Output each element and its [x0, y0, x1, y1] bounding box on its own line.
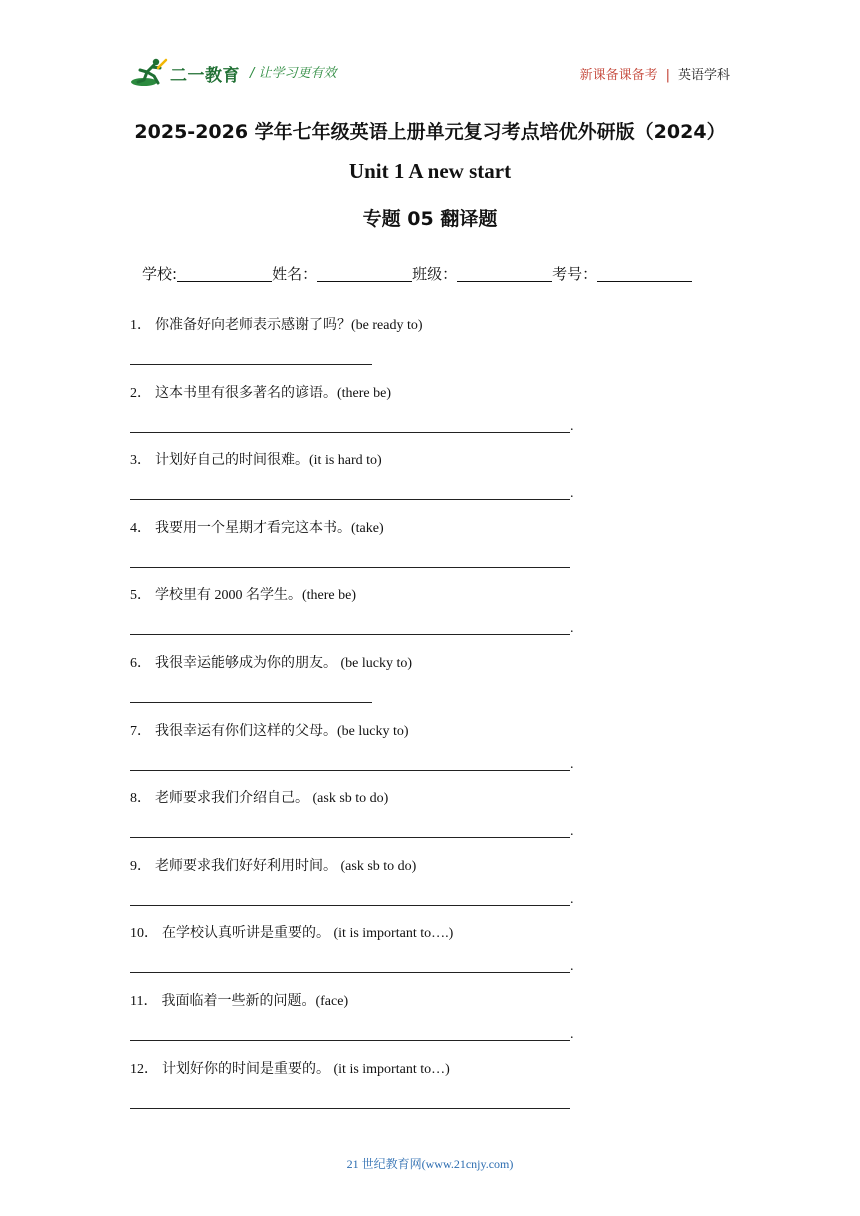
question-prompt: [130, 990, 348, 1010]
question-item: [130, 922, 730, 990]
question-prompt: [130, 517, 384, 537]
header-right: [580, 64, 730, 83]
answer-blank[interactable]: [130, 756, 570, 771]
question-number: 3．: [130, 453, 151, 469]
logo: [130, 56, 240, 88]
question-prompt: [130, 787, 388, 807]
topic-title: 专题 05 翻译题: [362, 208, 498, 230]
question-text: 老师要求我们好好利用时间。 (ask sb to do): [155, 858, 417, 874]
class-blank[interactable]: [457, 265, 552, 282]
header-separator: |: [665, 68, 670, 83]
question-item: [130, 990, 730, 1058]
answer-blank[interactable]: [130, 620, 570, 635]
runner-logo-icon: [130, 56, 170, 88]
question-item: [130, 382, 730, 450]
question-item: [130, 517, 730, 585]
question-text: 我很幸运能够成为你的朋友。 (be lucky to): [155, 655, 413, 671]
question-text: 你准备好向老师表示感谢了吗？(be ready to): [155, 318, 423, 333]
question-text: 计划好你的时间是重要的。 (it is important to…): [162, 1061, 450, 1077]
name-label: 姓名：: [272, 265, 318, 283]
question-item: [130, 787, 730, 855]
question-item: [130, 584, 730, 652]
answer-period: .: [570, 891, 574, 907]
header-subject: 英语学科: [677, 68, 730, 83]
answer-period: .: [570, 486, 574, 502]
exam-number-label: 考号：: [552, 265, 598, 283]
answer-period: .: [570, 824, 574, 840]
question-item: [130, 449, 730, 517]
question-item: [130, 1058, 730, 1126]
answer-period: .: [570, 756, 574, 772]
logo-text: 二一教育: [170, 66, 240, 85]
question-text: 我要用一个星期才看完这本书。(take): [155, 520, 384, 536]
question-prompt: [130, 382, 391, 402]
class-label: 班级：: [412, 265, 458, 283]
question-prompt: [130, 1058, 450, 1078]
question-prompt: [130, 922, 453, 942]
answer-blank[interactable]: [130, 1026, 570, 1041]
question-prompt: [130, 314, 423, 334]
question-prompt: [130, 584, 356, 604]
question-item: [130, 855, 730, 923]
page-header: [130, 56, 730, 90]
question-number: 9．: [130, 858, 151, 874]
question-text: 我面临着一些新的问题。(face): [161, 993, 349, 1009]
question-text: 学校里有 2000 名学生。(there be): [155, 588, 357, 604]
question-text: 这本书里有很多著名的谚语。(there be): [155, 385, 392, 401]
question-item: [130, 652, 730, 720]
answer-period: .: [570, 418, 574, 434]
question-number: 6．: [130, 655, 151, 671]
exam-number-blank[interactable]: [597, 265, 692, 282]
student-info-line: [142, 263, 692, 284]
question-number: 4．: [130, 520, 151, 536]
question-item: [130, 720, 730, 788]
question-number: 1．: [130, 318, 151, 333]
question-text: 我很幸运有你们这样的父母。(be lucky to): [155, 723, 409, 739]
header-tagline: 新课备课备考: [579, 68, 658, 83]
question-prompt: [130, 449, 382, 469]
page-footer: 21 世纪教育网(www.21cnjy.com): [346, 1157, 514, 1171]
question-number: 10．: [130, 926, 158, 942]
question-text: 在学校认真听讲是重要的。 (it is important to….): [162, 926, 454, 942]
question-prompt: [130, 720, 409, 740]
question-prompt: [130, 652, 412, 672]
answer-period: .: [570, 959, 574, 975]
answer-blank[interactable]: [130, 350, 372, 365]
school-label: 学校:: [142, 265, 178, 283]
answer-blank[interactable]: [130, 823, 570, 838]
question-number: 12．: [130, 1061, 158, 1077]
question-number: 8．: [130, 791, 151, 807]
answer-blank[interactable]: [130, 1094, 570, 1109]
answer-blank[interactable]: [130, 688, 372, 703]
question-number: 11．: [130, 993, 158, 1009]
question-number: 5．: [130, 588, 151, 604]
answer-blank[interactable]: [130, 553, 570, 568]
name-blank[interactable]: [317, 265, 412, 282]
answer-blank[interactable]: [130, 485, 570, 500]
question-number: 7．: [130, 723, 151, 739]
school-blank[interactable]: [177, 265, 272, 282]
answer-period: .: [570, 1026, 574, 1042]
answer-blank[interactable]: [130, 958, 570, 973]
question-text: 计划好自己的时间很难。(it is hard to): [155, 453, 382, 469]
question-item: [130, 314, 730, 382]
answer-blank[interactable]: [130, 891, 570, 906]
unit-title: Unit 1 A new start: [348, 159, 512, 183]
header-slogan: / 让学习更有效: [250, 66, 337, 81]
page-title: 2025-2026 学年七年级英语上册单元复习考点培优外研版（2024）: [134, 121, 726, 143]
question-text: 老师要求我们介绍自己。 (ask sb to do): [155, 791, 389, 807]
answer-period: .: [570, 621, 574, 637]
question-prompt: [130, 855, 416, 875]
question-number: 2．: [130, 385, 151, 401]
question-list: [130, 314, 730, 1125]
answer-blank[interactable]: [130, 418, 570, 433]
